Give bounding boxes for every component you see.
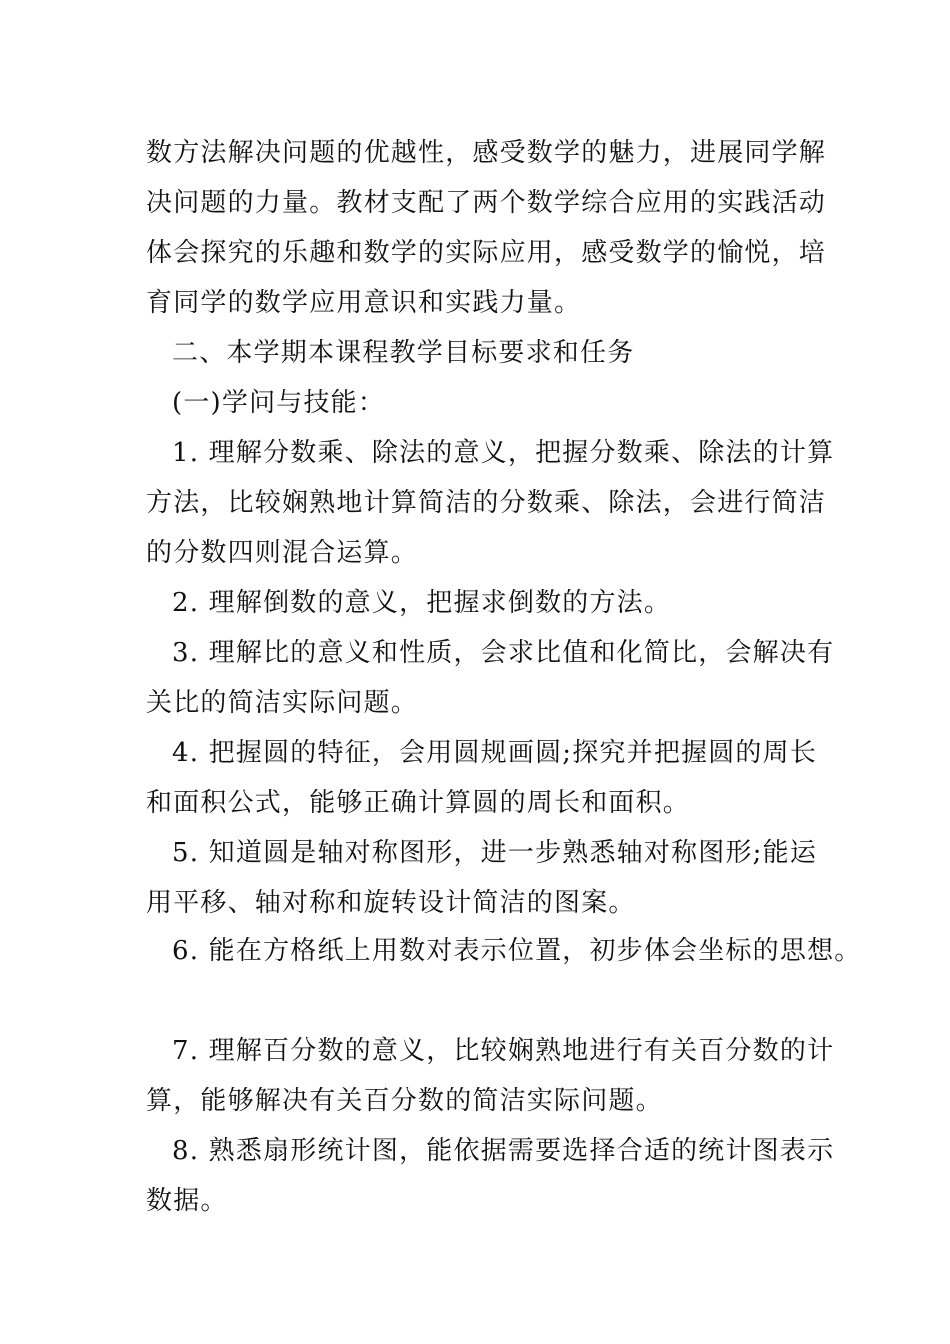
text-line: 育同学的数学应用意识和实践力量。 <box>146 288 582 318</box>
text-line: 算，能够解决有关百分数的简洁实际问题。 <box>146 1086 663 1116</box>
text-line: 决问题的力量。教材支配了两个数学综合应用的实践活动 <box>146 188 827 218</box>
text-line: 和面积公式，能够正确计算圆的周长和面积。 <box>146 788 691 818</box>
subsection-heading: (一)学问与技能： <box>172 388 386 418</box>
text-line: 数据。 <box>146 1186 228 1216</box>
list-item: 7. 理解百分数的意义，比较娴熟地进行有关百分数的计 <box>172 1036 835 1066</box>
text-line: 用平移、轴对称和旋转设计简洁的图案。 <box>146 888 636 918</box>
list-item: 4. 把握圆的特征，会用圆规画圆;探究并把握圆的周长 <box>172 738 818 768</box>
text-line: 数方法解决问题的优越性，感受数学的魅力，进展同学解 <box>146 138 827 168</box>
list-item: 6. 能在方格纸上用数对表示位置，初步体会坐标的思想。 <box>172 936 862 966</box>
text-line: 体会探究的乐趣和数学的实际应用，感受数学的愉悦，培 <box>146 238 827 268</box>
list-item: 3. 理解比的意义和性质，会求比值和化简比，会解决有 <box>172 638 835 668</box>
list-item: 8. 熟悉扇形统计图，能依据需要选择合适的统计图表示 <box>172 1136 835 1166</box>
list-item: 1. 理解分数乘、除法的意义，把握分数乘、除法的计算 <box>172 438 835 468</box>
text-line: 的分数四则混合运算。 <box>146 538 419 568</box>
text-line: 关比的简洁实际问题。 <box>146 688 419 718</box>
text-line: 方法，比较娴熟地计算简洁的分数乘、除法，会进行简洁 <box>146 488 827 518</box>
list-item: 5. 知道圆是轴对称图形，进一步熟悉轴对称图形;能运 <box>172 838 818 868</box>
list-item: 2. 理解倒数的意义，把握求倒数的方法。 <box>172 588 672 618</box>
section-heading: 二、本学期本课程教学目标要求和任务 <box>172 338 635 368</box>
